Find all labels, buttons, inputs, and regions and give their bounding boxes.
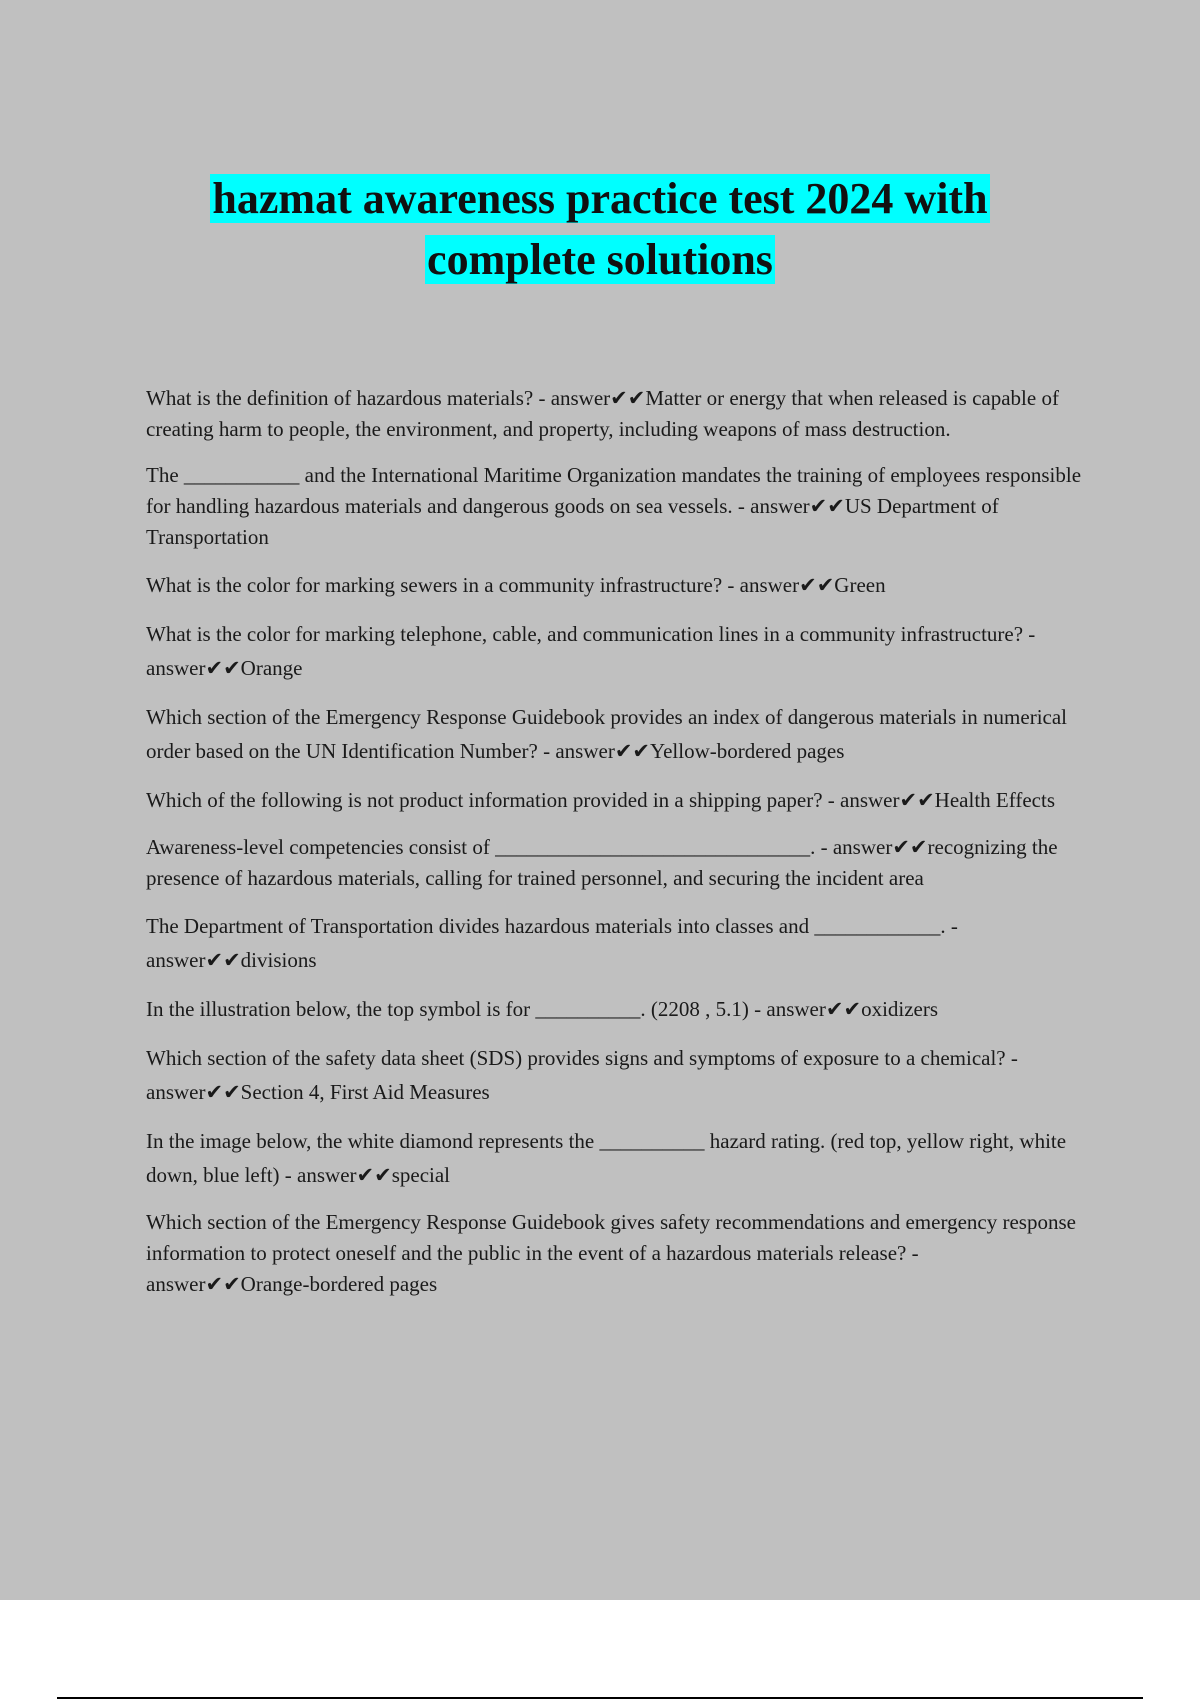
qa-item: Which section of the Emergency Response Guidebook provides an index of dangerous materials in numerical order based on the UN Identification Number? - answer✔✔Yellow-bordered pages	[146, 705, 1068, 763]
qa-item: Which section of the safety data sheet (SDS) provides signs and symptoms of exposure to a chemical? - answer✔✔Section 4, First Aid Measures	[146, 1046, 1018, 1104]
title-line-2: complete solutions	[427, 235, 773, 284]
qa-item: Awareness-level competencies consist of ______________________________. - answer✔✔recognizing the presence of hazardous materials, calling for trained personnel, and securing the incident area	[146, 835, 1058, 890]
page-title	[0, 168, 1200, 290]
qa-item: In the illustration below, the top symbol is for __________. (2208 , 5.1) - answer✔✔oxidizers	[146, 997, 939, 1021]
qa-item: The ___________ and the International Maritime Organization mandates the training of employees responsible for handling hazardous materials and dangerous goods on sea vessels. - answer✔✔US Department of Transportation	[146, 463, 1082, 549]
qa-item: What is the color for marking telephone, cable, and communication lines in a community infrastructure? - answer✔✔Orange	[146, 622, 1036, 680]
qa-item: What is the definition of hazardous materials? - answer✔✔Matter or energy that when released is capable of creating harm to people, the environment, and property, including weapons of mass destruction.	[146, 386, 1059, 441]
footer-divider	[57, 1697, 1143, 1699]
qa-item: In the image below, the white diamond represents the __________ hazard rating. (red top, yellow right, white down, blue left) - answer✔✔special	[146, 1129, 1067, 1187]
title-line-1: hazmat awareness practice test 2024 with	[212, 174, 988, 223]
question-answer-list	[146, 383, 1086, 1315]
qa-item: Which of the following is not product information provided in a shipping paper? - answer✔✔Health Effects	[146, 788, 1055, 812]
qa-item: The Department of Transportation divides hazardous materials into classes and ____________. - answer✔✔divisions	[146, 914, 958, 972]
qa-item: What is the color for marking sewers in a community infrastructure? - answer✔✔Green	[146, 573, 886, 597]
qa-item: Which section of the Emergency Response Guidebook gives safety recommendations and emergency response information to protect oneself and the public in the event of a hazardous materials release? - answer✔✔Orange-bordered pages	[146, 1210, 1076, 1296]
